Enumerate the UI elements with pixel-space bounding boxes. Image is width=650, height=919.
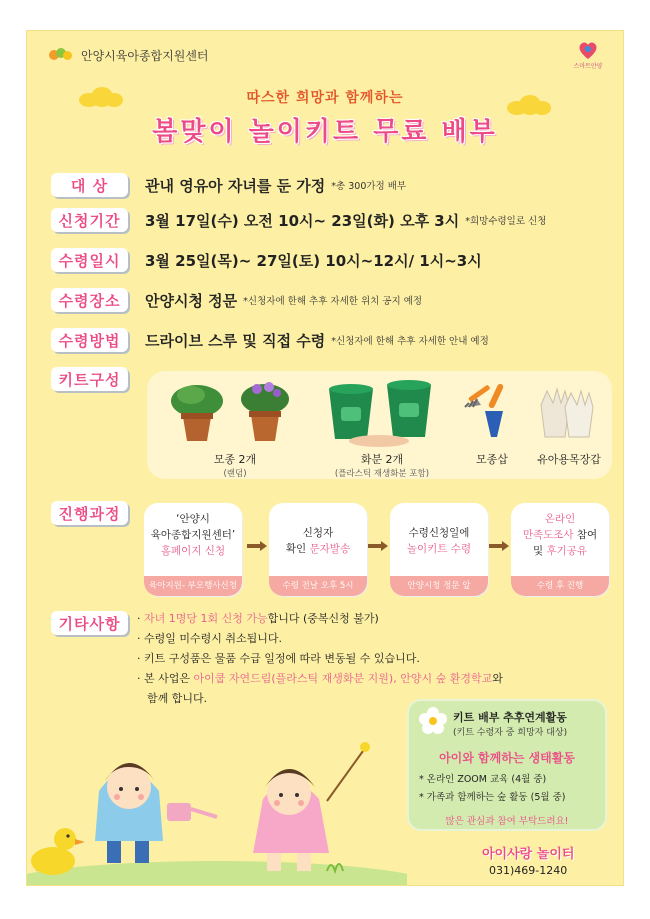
apply-period-note: *희망수령일로 신청	[465, 216, 547, 227]
child-boy-icon	[95, 763, 217, 863]
kit-item-seedlings	[165, 379, 305, 479]
label-apply-period: 신청기간	[51, 208, 128, 232]
phone-number: 031)469-1240	[489, 864, 568, 877]
arrow-right-icon	[247, 541, 267, 551]
header	[49, 43, 209, 67]
row-pickup-date	[51, 248, 482, 272]
followup-item-2: * 가족과 함께하는 숲 활동 (5월 중)	[419, 792, 566, 803]
step4-line2	[511, 527, 609, 543]
flower-icon	[419, 707, 447, 735]
row-process	[51, 501, 128, 525]
step4-line2b: 참여	[573, 529, 598, 541]
pickup-place-note: *신청자에 한해 추후 자세한 위치 공지 예정	[243, 296, 423, 307]
green-pot-icon	[317, 375, 447, 447]
row-pickup-place	[51, 288, 422, 312]
step2-footer: 수령 전날 오후 5시	[269, 576, 367, 596]
row-etc	[51, 611, 128, 635]
step4-line2a: 만족도조사	[522, 529, 574, 541]
followup-title: 키트 배부 추후연계활동	[453, 711, 567, 724]
step1-footer: 육아지원- 부모행사신청	[144, 576, 242, 596]
etc-item-4-highlight: 아이쿱 자연드림(플라스틱 재생화분 지원), 안양시 숲 환경학교	[193, 672, 493, 685]
etc-item-4	[137, 669, 503, 689]
followup-footer: 많은 관심과 참여 부탁드려요!	[445, 816, 569, 827]
pickup-place-text: 안양시청 정문	[145, 291, 238, 310]
step3-line1: 수령신청일에	[408, 527, 470, 539]
poster	[26, 30, 624, 886]
label-pickup-place: 수령장소	[51, 288, 128, 312]
kit-seedlings-label: 모종 2개	[213, 453, 257, 466]
org-name: 안양시육아종합지원센터	[81, 48, 209, 63]
kit-item-gloves	[531, 377, 607, 467]
right-logo-label: 스마트안양	[573, 63, 603, 70]
kit-pots-sub: (플라스틱 재생화분 포함)	[334, 469, 430, 479]
pickup-date-text: 3월 25일(목)~ 27일(토) 10시~12시/ 1시~3시	[145, 251, 482, 270]
kit-item-trowel	[459, 377, 525, 467]
followup-headline: 아이와 함께하는 생태활동	[439, 751, 575, 765]
pickup-method-note: *신청자에 한해 추후 자세한 안내 예정	[331, 336, 489, 347]
step3-footer: 안양시청 정문 앞	[390, 576, 488, 596]
etc-item-1-highlight: 자녀 1명당 1회 신청 가능	[144, 612, 268, 625]
brand-name: 아이사랑 놀이터	[482, 847, 575, 862]
child-girl-icon	[253, 742, 370, 871]
etc-list	[137, 609, 503, 709]
subtitle: 따스한 희망과 함께하는	[246, 90, 404, 106]
process-step-1	[144, 503, 242, 596]
etc-item-3: · 키트 구성품은 물품 수급 일정에 따라 변동될 수 있습니다.	[137, 652, 420, 665]
step1-line2: 육아종합지원센터’	[150, 529, 236, 541]
step4-line3a: 및	[532, 545, 547, 557]
etc-item-4-start: · 본 사업은	[137, 672, 194, 685]
process-step-2	[269, 503, 367, 596]
step1-line3: 홈페이지 신청	[160, 545, 226, 557]
etc-item-1-bullet: ·	[137, 612, 144, 625]
arrow-right-icon	[368, 541, 388, 551]
process-step-3	[390, 503, 488, 596]
kit-gloves-label: 유아용목장갑	[537, 453, 601, 466]
etc-item-5: 함께 합니다.	[147, 692, 208, 705]
label-etc: 기타사항	[51, 611, 128, 635]
main-title: 봄맞이 놀이키트 무료 배부	[152, 117, 498, 147]
label-kit: 키트구성	[51, 367, 128, 391]
target-note: *총 300가정 배부	[331, 181, 407, 192]
row-kit	[51, 367, 128, 391]
step2-line2b: 문자발송	[309, 543, 351, 555]
target-text: 관내 영유아 자녀를 둔 가정	[145, 176, 326, 195]
row-target	[51, 173, 406, 197]
etc-item-2: · 수령일 미수령시 취소됩니다.	[137, 632, 282, 645]
row-pickup-method	[51, 328, 489, 352]
label-target: 대 상	[51, 173, 128, 197]
potted-plant-icon	[165, 379, 305, 447]
center-logo-icon	[49, 46, 75, 64]
etc-item-1	[137, 609, 503, 629]
kit-pots-label: 화분 2개	[360, 453, 404, 466]
kit-item-pots	[317, 375, 447, 479]
heart-logo-icon	[577, 39, 599, 61]
step4-line1: 온라인	[544, 513, 576, 525]
etc-item-1-rest: 합니다 (중복신청 불가)	[267, 612, 379, 625]
garden-trowel-icon	[459, 377, 525, 447]
followup-subtitle: (키트 수령자 중 희망자 대상)	[453, 728, 568, 738]
kit-trowel-label: 모종삽	[476, 453, 508, 466]
step4-line3	[511, 543, 609, 559]
followup-box	[407, 699, 607, 831]
apply-period-text: 3월 17일(수) 오전 10시~ 23일(화) 오후 3시	[145, 211, 460, 230]
label-process: 진행과정	[51, 501, 128, 525]
pickup-method-text: 드라이브 스루 및 직접 수령	[145, 331, 326, 350]
label-pickup-date: 수령일시	[51, 248, 128, 272]
row-apply-period	[51, 208, 546, 232]
followup-item-1: * 온라인 ZOOM 교육 (4월 중)	[419, 774, 547, 785]
step3-line2: 놀이키트 수령	[406, 543, 472, 555]
work-gloves-icon	[531, 377, 607, 447]
step2-line1: 신청자	[302, 527, 334, 539]
arrow-right-icon	[489, 541, 509, 551]
step2-line2	[269, 541, 367, 557]
smart-anyang-logo	[571, 39, 605, 73]
step4-footer: 수령 후 진행	[511, 576, 609, 596]
etc-item-4-end: 와	[492, 672, 503, 685]
label-pickup-method: 수령방법	[51, 328, 128, 352]
children-illustration	[27, 721, 407, 886]
process-step-4	[511, 503, 609, 596]
step4-line3b: 후기공유	[546, 545, 588, 557]
kit-seedlings-sub: (랜덤)	[223, 469, 247, 479]
step1-line1: ‘안양시	[176, 513, 210, 525]
kit-box	[147, 371, 612, 479]
step2-line2a: 확인	[285, 543, 310, 555]
